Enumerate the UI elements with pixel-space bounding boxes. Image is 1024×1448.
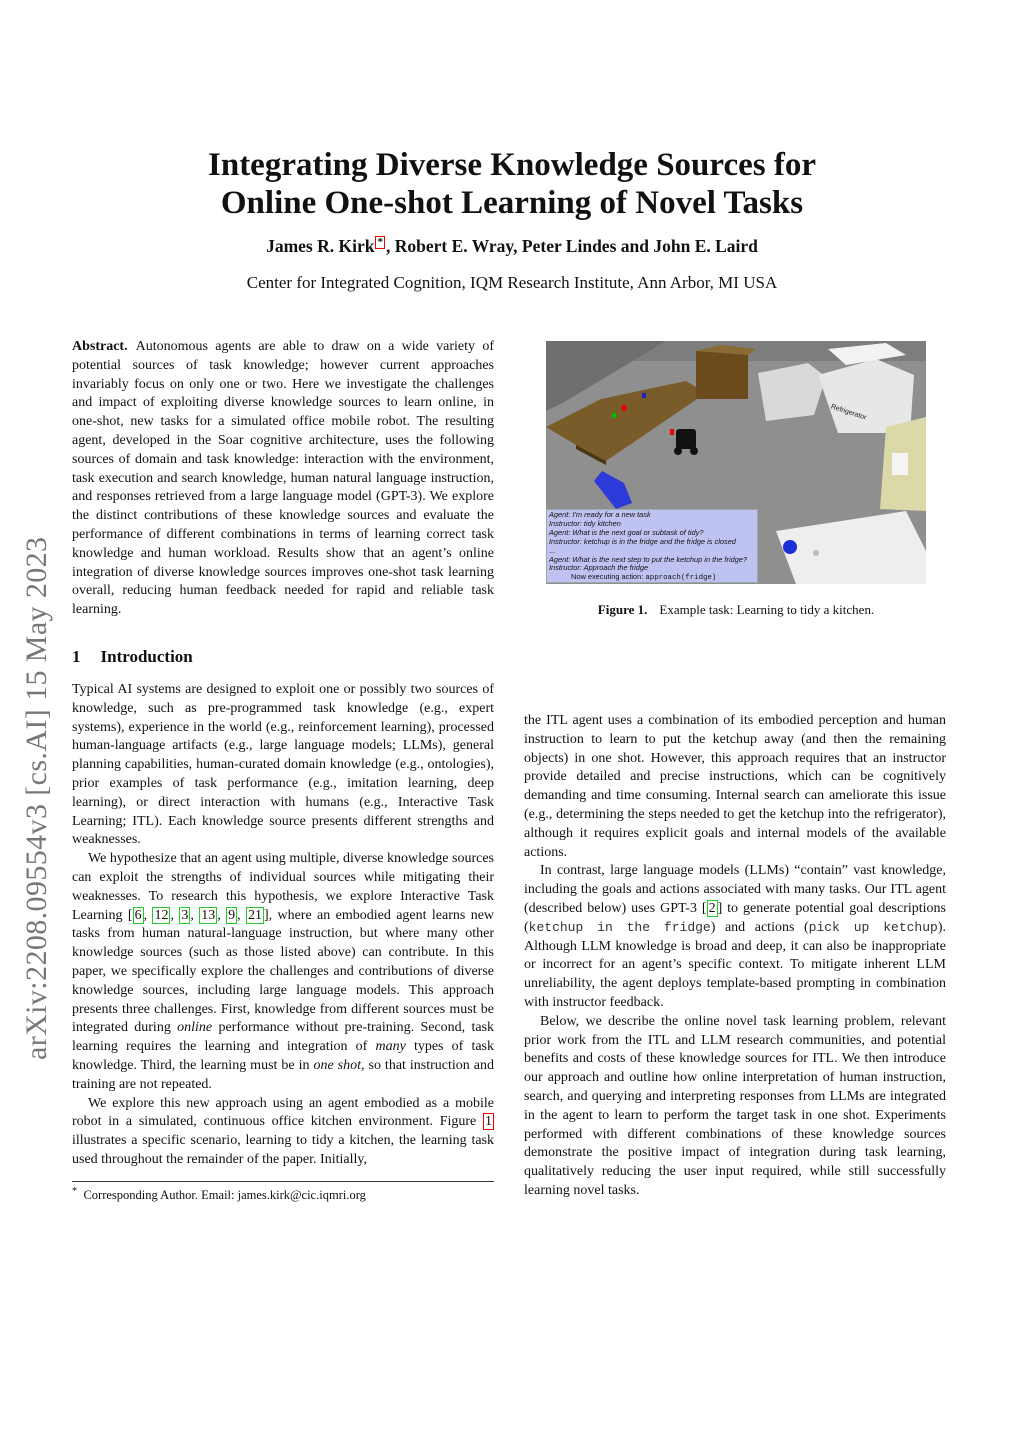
intro-paragraph-3: We explore this new approach using an agent embodied as a mobile robot in a simulated, continuous office kitchen environment. Figure 1 illustrates a specific scenario, learning to tidy a kitchen, the learning task used throughout the remainder of the paper. Initially, xyxy=(72,1095,494,1167)
dialog-line: Agent: I'm ready for a new task xyxy=(549,510,651,519)
abstract-label: Abstract. xyxy=(72,339,128,354)
code-action-example: pick up ketchup xyxy=(808,919,938,935)
section-number: 1 xyxy=(72,647,81,666)
paper-title xyxy=(0,146,1024,222)
dialog-line: Instructor: Approach the fridge xyxy=(549,563,649,573)
figure-ref-link[interactable]: 1 xyxy=(485,1114,492,1130)
dialog-line: Instructor: tidy kitchen xyxy=(549,518,621,528)
right-column xyxy=(524,712,946,1201)
dialog-overlay xyxy=(546,509,758,583)
intro-paragraph-2: We hypothesize that an agent using multiple, diverse knowledge sources can exploit the strengths of individual sources while mitigating their weaknesses. To research this hypothesis, we explore Interactive Task Learning [ 6 , 12 , 3 , 13 , 9 , 21 ], where an embodied agent learns new tasks from human natural-language instruction, but where many other knowledge sources (such as those listed above) can contribute. In this paper, we specifically explore the challenges and contributions of diverse knowledge sources, including large language models. This approach presents three challenges. First, knowledge from different sources must be integrated during online performance without pre-training. Second, task learning requires the learning and integration of many types of task knowledge. Third, the learning must be in one shot, so that instruction and training are not repeated. xyxy=(72,851,495,1092)
figure-kitchen-sim xyxy=(546,341,926,584)
abstract xyxy=(72,338,494,620)
emphasis-online: online xyxy=(177,1020,213,1036)
abstract-text: Autonomous agents are able to draw on a wide variety of potential sources of task knowledge; however current approaches invariably focus on only one or two. Here we investigate the challenges and impact of exploiting diverse knowledge sources to learn online, in one-shot, new tasks for a simulated office mobile robot. The resulting agent, developed in the Soar cognitive architecture, uses the following sources of domain and task knowledge: interaction with the environment, task execution and search knowledge, human natural language instruction, and responses retrieved from a large language model (GPT-3). We explore the distinct contributions of these knowledge sources and evaluate the performance of different combinations in terms of learning correct task knowledge and human workload. Results show that an agent’s online integration of diverse knowledge sources improves one-shot task learning overall, reducing human feedback needed for rapid and reliable task learning. xyxy=(72,339,494,618)
dialog-line: Instructor: ketchup is in the fridge and the fridge is closed xyxy=(549,536,736,546)
citation-link[interactable]: 13 xyxy=(201,907,216,923)
dialog-action-label: Now executing action: xyxy=(571,572,644,582)
citation-link[interactable]: 9 xyxy=(228,907,236,923)
section-heading xyxy=(72,647,193,667)
right-paragraph-2: In contrast, large language models (LLMs) “contain” vast knowledge, including the goals and actions associated with many tasks. Our ITL agent (described below) uses GPT-3 [ 2 ] to generate potential goal descriptions (ketchup in the fridge) and actions (pick up ketchup). Although LLM knowledge is broad and deep, it can also be inappropriate or incorrect for an agent’s specific context. To mitigate inherent LLM unreliability, the agent deploys template-based prompting in combination with instructor feedback. xyxy=(524,863,946,1010)
dialog-line: Agent: What is the next step to put the ketchup in the fridge? xyxy=(549,554,748,564)
right-paragraph-1: the ITL agent uses a combination of its embodied perception and human instruction to learn to put the ketchup away (and then the remaining objects) in one shot. However, this approach requires that an instructor provide detailed and precise instructions, which can be cognitively demanding and time consuming. Internal search can ameliorate this issue (e.g., determining the steps needed to get the ketchup into the refrigerator), although it requires explicit goals and internal models of the available actions. xyxy=(524,713,946,860)
emphasis-one-shot: one shot, xyxy=(313,1057,365,1073)
citation-link[interactable]: 12 xyxy=(154,907,169,923)
code-goal-example: ketchup in the fridge xyxy=(528,919,711,935)
citation-link[interactable]: 2 xyxy=(708,900,716,916)
dialog-action-code: approach(fridge) xyxy=(645,574,717,583)
section-title: Introduction xyxy=(100,647,193,666)
citation-link[interactable]: 21 xyxy=(247,907,262,923)
author-kirk: James R. Kirk xyxy=(266,236,375,256)
affiliation: Center for Integrated Cognition, IQM Research Institute, Ann Arbor, MI USA xyxy=(246,273,778,292)
arxiv-identifier: arXiv:2208.09554v3 [cs.AI] 15 May 2023 xyxy=(20,536,53,1060)
footnote-divider xyxy=(72,1181,494,1182)
fridge-label: Refrigerator xyxy=(829,403,868,422)
left-column xyxy=(72,681,494,1170)
emphasis-many: many xyxy=(375,1039,406,1055)
footnote xyxy=(72,1186,366,1203)
citation-link[interactable]: 3 xyxy=(181,907,189,923)
intro-paragraph-1: Typical AI systems are designed to exploit one or possibly two sources of knowledge, such as pre-programmed task knowledge (e.g., expert systems), experience in the world (e.g., reinforcement learning), processed human-language artifacts (e.g., large language models; LLMs), general planning capabilities, human-curated domain knowledge (e.g., ontologies), prior examples of task performance (e.g., imitation learning, deep learning), or direct interaction with humans (e.g., Interactive Task Learning; ITL). Each knowledge source presents different strengths and weaknesses. xyxy=(72,682,494,848)
figure-label: Figure 1. xyxy=(597,602,648,617)
footnote-text: Corresponding Author. Email: james.kirk@cic.iqmri.org xyxy=(83,1188,366,1203)
author-list xyxy=(0,236,1024,257)
footnote-mark: * xyxy=(72,1186,78,1197)
dialog-line: ... xyxy=(549,545,556,555)
title-line-2: Online One-shot Learning of Novel Tasks xyxy=(220,185,804,221)
figure-caption xyxy=(546,602,926,618)
author-others: , Robert E. Wray, Peter Lindes and John E. Laird xyxy=(385,236,758,256)
title-line-1: Integrating Diverse Knowledge Sources for xyxy=(208,147,816,183)
footnote-ref-link[interactable]: * xyxy=(377,236,383,249)
figure-caption-text: Example task: Learning to tidy a kitchen. xyxy=(659,602,875,617)
right-paragraph-3: Below, we describe the online novel task learning problem, relevant prior work from the ITL and LLM research communities, and potential benefits and costs of these knowledge sources for ITL. We then introduce our approach and outline how online interpretation of human instruction, search, and querying and interpreting responses from LLMs are integrated in the agent to learn to perform the target task in one shot. Experiments performed with different combinations of these knowledge sources demonstrate the positive impact of integration during task learning, qualitatively reducing the user input required, while still successfully learning novel tasks. xyxy=(524,1013,946,1198)
dialog-line: Agent: What is the next goal or subtask of tidy? xyxy=(549,527,704,537)
citation-link[interactable]: 6 xyxy=(134,907,142,923)
